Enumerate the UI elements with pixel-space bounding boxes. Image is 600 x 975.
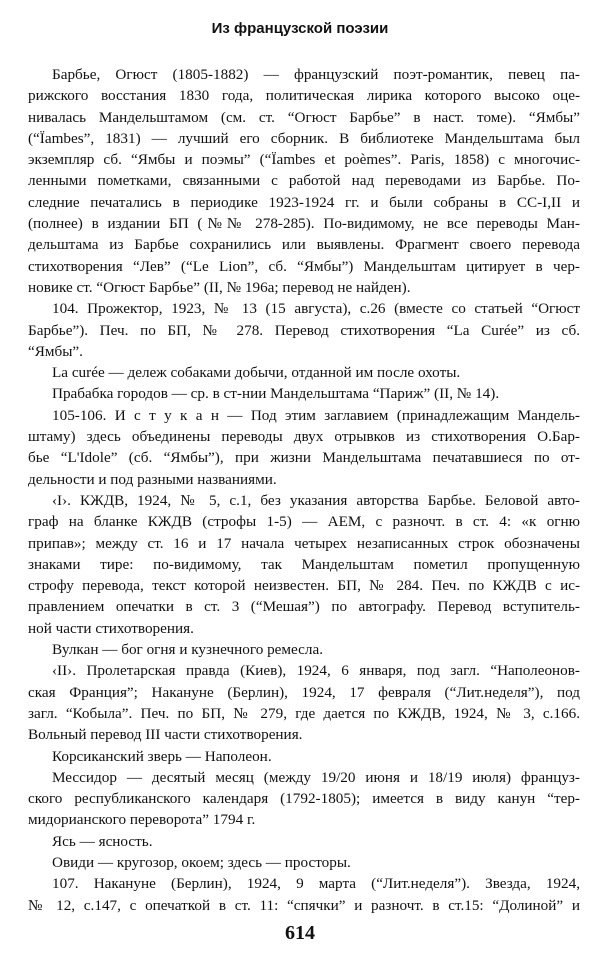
commentary-text bbox=[28, 64, 580, 916]
text-line: Вольный перевод III части стихотворения. bbox=[28, 726, 303, 744]
text-line: (“Ïambes”, 1831) — лучший его сборник. В библиотеке Мандельштама был bbox=[28, 129, 580, 147]
text-line: “Ямбы”. bbox=[28, 342, 83, 360]
text-line: штаму) здесь объединены переводы двух отрывков из стихотворения О.Бар- bbox=[28, 428, 580, 446]
text-line: мидорианского переворота” 1794 г. bbox=[28, 811, 256, 829]
text-line: Барбье”). Печ. по БП, № 278. Перевод стихотворения “La Curée” из сб. bbox=[28, 321, 580, 339]
text-line: ленными пометками, связанными с работой над переводами из Барбье. По- bbox=[28, 172, 580, 190]
text-line: рижского восстания 1830 года, политическая лирика которого высоко оце- bbox=[28, 87, 580, 105]
text-line: 104. Прожектор, 1923, № 13 (15 августа), с.26 (вместе со статьей “Огюст bbox=[52, 300, 580, 318]
text-line: нивалась Мандельштамом (см. ст. “Огюст Барбье” в наст. томе). “Ямбы” bbox=[28, 108, 580, 126]
text-line: дельности и под разными названиями. bbox=[28, 470, 277, 488]
text-line: Вулкан — бог огня и кузнечного ремесла. bbox=[52, 641, 324, 659]
text-line: № 12, с.147, с опечаткой в ст. 11: “спячки” и разночт. в ст.15: “Долиной” и bbox=[28, 896, 580, 914]
text-line: Барбье, Огюст (1805-1882) — французский поэт-романтик, певец па- bbox=[52, 66, 580, 83]
text-line: новике ст. “Огюст Барбье” (II, № 196а; перевод не найден). bbox=[28, 278, 411, 296]
text-line: ‹I›. КЖДВ, 1924, № 5, с.1, без указания авторства Барбье. Беловой авто- bbox=[52, 491, 580, 509]
running-head: Из французской поэзии bbox=[211, 20, 389, 37]
text-line: загл. “Кобыла”. Печ. по БП, № 279, где дается по КЖДВ, 1924, № 3, с.166. bbox=[28, 704, 580, 722]
text-line: Ясь — ясность. bbox=[52, 832, 153, 850]
text-line: знаками тире: по-видимому, так Мандельштам пометил пропущенную bbox=[28, 555, 580, 573]
text-line: Прабабка городов — ср. в ст-нии Мандельштама “Париж” (II, № 14). bbox=[52, 385, 500, 403]
text-line: 107. Накануне (Берлин), 1924, 9 марта (“Лит.неделя”). Звезда, 1924, bbox=[52, 875, 580, 893]
text-line: припав»; между ст. 16 и 17 начала четырех незаписанных строк обозначены bbox=[28, 534, 580, 552]
text-line: дельштама из Барбье сохранились или выявлены. Фрагмент своего перевода bbox=[28, 236, 580, 254]
text-line: бье “L'Idole” (сб. “Ямбы”), при жизни Мандельштама печатавшиеся по от- bbox=[28, 449, 580, 467]
text-line: ская Франция”; Накануне (Берлин), 1924, 17 февраля (“Лит.неделя”), под bbox=[28, 683, 580, 701]
text-line: ‹II›. Пролетарская правда (Киев), 1924, 6 января, под загл. “Наполеонов- bbox=[52, 662, 580, 680]
text-line: La curée — дележ собаками добычи, отданной им после охоты. bbox=[52, 364, 461, 382]
text-line: стихотворения “Лев” (“Le Lion”, сб. “Ямбы”) Мандельштам цитирует в чер- bbox=[28, 257, 580, 275]
text-line: 105-106. И с т у к а н — Под этим заглавием (принадлежащим Мандель- bbox=[52, 406, 580, 424]
page-number: 614 bbox=[285, 922, 315, 944]
text-line: экземпляр сб. “Ямбы и поэмы” (“Ïambes et poèmes”. Paris, 1858) с многочис- bbox=[28, 151, 580, 169]
text-line: строфу перевода, текст которой неизвестен. БП, № 284. Печ. по КЖДВ с ис- bbox=[28, 577, 580, 595]
text-line: Овиди — кругозор, окоем; здесь — просторы. bbox=[52, 853, 351, 871]
text-line: следние печатались в периодике 1923-1924 гг. и были собраны в СС-I,II и bbox=[28, 193, 580, 211]
text-line: (полнее) в издании БП (№№ 278-285). По-видимому, не все переводы Ман- bbox=[28, 215, 580, 233]
text-line: граф на бланке КЖДВ (строфы 1-5) — АЕМ, с разночт. в ст. 4: «к огню bbox=[28, 513, 580, 531]
text-line: Мессидор — десятый месяц (между 19/20 июня и 18/19 июля) француз- bbox=[52, 768, 580, 786]
text-line: Корсиканский зверь — Наполеон. bbox=[52, 747, 272, 765]
text-line: ной части стихотворения. bbox=[28, 619, 194, 637]
text-line: ского республиканского календаря (1792-1805); имеется в виду канун “тер- bbox=[28, 790, 580, 808]
text-line: правлением опечатки в ст. 3 (“Мешая”) по автографу. Перевод вступитель- bbox=[28, 598, 580, 616]
